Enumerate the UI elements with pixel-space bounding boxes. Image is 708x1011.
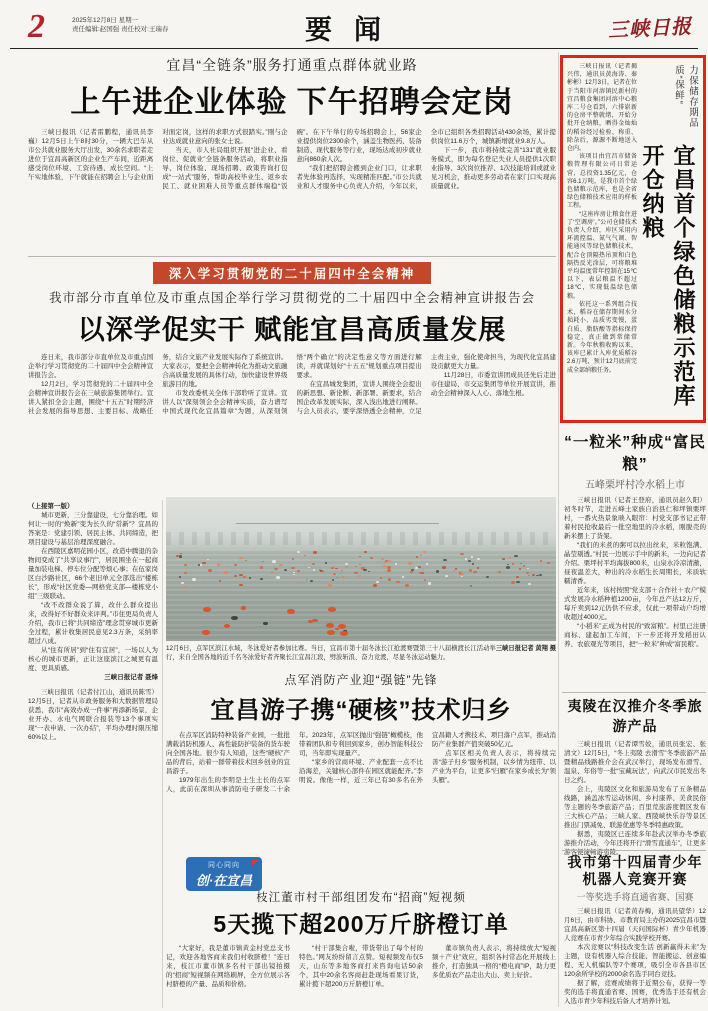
article-employment-body: 三峡日报讯（记者雷鹏程，通讯员李巍）12月5日上午8时30分，一辆大巴车从市公共就业服务大厅出发，30余名求职者走进位于宜昌高新区的企业生产车间，近距离感受岗位环境、工资待遇、成长空间。“上午实地体验，下午就能在招聘会上与企业面对面定岗，这样的求职方式很踏实。”刚与企业达成就业意向的张女士说。 当天，市人社局组织开展“进企业、看岗位、促就业”全链条服务活动，将职业指导、岗位体验、现场招聘、政策咨询打包成“一站式”服务，帮助高校毕业生、返乡农民工、就业困难人员等重点群体端稳“饭碗”。在下午举行的专场招聘会上，56家企业提供岗位2300余个，涵盖生物医药、装备制造、现代服务等行业，现场达成初步就业意向860余人次。 “我们把招聘会搬到企业门口，让求职者先体验再选择，实现精准匹配。”市公共就业和人才服务中心负责人介绍，今年以来，全市已组织各类招聘活动430余场，累计提供岗位11.6万个，城镇新增就业9.8万人。 下一步，我市将持续完善“131”就业服务模式，即为每名登记失业人员提供1次职业指导、3次岗位推荐、1次技能培训或就业见习机会，推动更多劳动者在家门口实现高质量就业。 <box>28 129 556 190</box>
article-returnee-headline: 宜昌游子携“硬核”技术归乡 <box>210 697 512 724</box>
article-robot-subhead: 一等奖选手将直通省赛、国赛 <box>576 892 694 902</box>
section-title: 要闻 <box>305 15 403 45</box>
page-header <box>10 6 698 46</box>
article-rice-body: 三峡日报讯（记者王登府，通讯员赵久阳）初冬时节，走进五峰土家族自治县仁和坪镇栗坪村，一番火热景象映入眼帘：村党支部书记正带着村民抢收最后一批空地里的冷水稻，刚脱壳的新米摆上了货架。 “我们的米煮的粥可以拉出丝来，米粒饱满、晶莹剔透。”村民一边展示手中的新米，一边向记者介绍。栗坪村平均海拔800米，山泉水冷凉清澈，昼夜温差大，种出的冷水稻生长周期长，米质软糯清香。 近年来，该村按照“党支部＋合作社＋农户”模式发展冷水稻种植1200亩，今年总产达12万斤，每斤卖到12元仍供不应求，仅此一项带动户均增收超过4000元。 “小稻米”正成为村民的“致富粮”。村里已注册商标、建起加工车间，下一步还将开发稻田认养、农旅观光等项目，把“一粒米”种成“富民粮”。 <box>564 497 706 648</box>
article-continuation-body <box>28 502 158 1008</box>
right-separator-2 <box>562 850 706 851</box>
article-plenary <box>28 256 556 515</box>
article-cold-water-rice <box>564 430 706 714</box>
badge-main-text: 创·在宜昌 <box>195 872 253 888</box>
editor-line: 责任编辑:赵国强 责任校对:王瑞春 <box>72 26 169 33</box>
continuation-paragraphs: 城市更新，三分靠建设，七分靠治理。如何让一时的“焕新”变为长久的“常新”？宜昌的答案是：党建引领、居民主体、共同缔造，把项目建设与基层治理深度融合。 在西陵区嘉明花园小区，改造中腾退的杂物间变成了“共享议事厅”，居民围坐在一起商量加装电梯、停车位分配等烦心事；在伍家岗区白沙路社区，66个老旧单元全部选出“楼栋长”，形成“社区党委—网格党支部—楼栋党小组”三级联动。 “改不改群众说了算，改什么群众提出来，改得好不好群众来评判。”市住更局负责人介绍，我市已将“共同缔造”理念贯穿城市更新全过程，累计收集居民意见2.3万条，采纳率超过八成。 从“住有所居”到“住有宜居”，一场以人为核心的城市更新，正让这座滨江之城更有温度、更具质感。 <box>28 512 158 672</box>
chuang-zai-yichang-badge <box>186 857 262 891</box>
article-orange-kicker: 枝江董市村干部组团发布“招商”短视频 <box>256 892 466 904</box>
article-robot-body: 三峡日报讯（记者黄春梅，通讯员望华）12月6日，由市科协、市教育局主办的2025宜昌市暨宜昌高新区第十四届（天问国际杯）青少年机器人竞赛在市青少年综合实践学校开赛。 本次竞赛以“科技改变生活 创新赢得未来”为主题，设有机器人综合技能、智能搬运、创意编程、无人机编队等7个赛项，吸引全市各县市区120余所学校的2000余名选手同台竞技。 据了解，竞赛成绩将于近期公布，获得一等奖的选手将直通省赛、国赛，优秀选手还有机会入选市青少年科技后备人才培养计划。 <box>564 908 706 1005</box>
badge-top-text: 同心同向 <box>208 861 240 869</box>
article-grain-kicker: 力保储存期品质“保鲜” <box>673 65 698 128</box>
article-returnee-body: 在点军区消防特种装备产业园，一批批满载消防机器人、高性能防护装备的货车驶向全国各地。很少有人知道，这些“硬核”产品的背后，站着一群带着技术回乡创业的宜昌游子。 1979年出生的李明是土生土长的点军人，此前在深圳从事消防电子研发二十余年。2023年，点军区抛出“强链”橄榄枝，他带着团队和专利回到家乡，创办智能科技公司，当年即实现量产。 “家乡的营商环境、产业配套一点不比沿海差，关键核心部件在园区就能配齐。”李明说。像他一样，近三年已有30多名在外宜昌籍人才携技术、项目落户点军，推动消防产业集群产值突破50亿元。 点军区相关负责人表示，将持续完善“游子归乡”服务机制，以乡情为纽带、以产业为平台，让更多“归雁”在家乡成长为“领头雁”。 <box>166 732 556 793</box>
article-plenary-body: 连日来，我市部分市直单位及市重点国企举行学习贯彻党的二十届四中全会精神宣讲报告会。 12月2日，学习贯彻党的二十届四中全会精神宣讲报告会在三峡旅游集团举行。宣讲人紧扣全会主题，围绕“十五五”时期经济社会发展的指导思想、主要目标、战略任务，结合文旅产业发展实际作了系统宣讲。大家表示，要把全会精神转化为推动文旅融合高质量发展的具体行动，加快建设世界级旅游目的地。 市发改委机关全体干部聆听了宣讲。宣讲人以“深刻领会全会精神实质，奋力谱写中国式现代化宜昌篇章”为题，从深刻领悟“两个确立”的决定性意义等方面进行解读，并就谋划好“十五五”规划重点项目提出要求。 在宜昌城发集团，宣讲人围绕全会提出的新思想、新论断、新部署、新要求，结合国企改革发展实际，深入浅出地进行阐释。与会人员表示，要学深悟透全会精神，立足主责主业，强化使命担当，为现代化宜昌建设贡献更大力量。 11月28日，市委宣讲团成员还先后走进市住建局、市交运集团等单位开展宣讲，推动全会精神深入人心、落地生根。 <box>28 354 556 415</box>
article-robot-headline: 我市第十四届青少年机器人竞赛开赛 <box>567 854 703 887</box>
article-employment <box>28 55 556 274</box>
continuation-credit: 三峡日报记者 聂烽 <box>104 674 158 681</box>
right-separator-1 <box>562 692 706 693</box>
swimming-race-photo <box>166 497 556 641</box>
article-plenary-headline: 以深学促实干 赋能宜昌高质量发展 <box>77 315 507 345</box>
article-orange-headline: 5天揽下超200万斤脐橙订单 <box>213 911 509 937</box>
page-number: 2 <box>28 8 45 45</box>
article-grain-headline-block <box>637 63 699 415</box>
continued-from-tag: （上接第一版） <box>28 503 74 510</box>
article-plenary-kicker: 我市部分市直单位及市重点国企举行学习贯彻党的二十届四中全会精神宣讲报告会 <box>48 291 535 305</box>
article-employment-kicker: 宜昌“全链条”服务打通重点群体就业路 <box>166 57 418 73</box>
article-employment-headline: 上午进企业体验 下午招聘会定岗 <box>70 86 514 119</box>
article-grain-headline: 宜昌首个绿色储粮示范库开仓纳粮 <box>640 144 696 409</box>
badge-flag-icon <box>252 860 258 866</box>
article-tourism-body: 三峡日报讯（记者谭雪姣，通讯员张宏、张清文）12月5日，“冬上夷陵 去滑雪”冬季旅游产品暨精品线路推介会在武汉举行，现场发布滑雪、温泉、年俗等一批“宝藏玩法”，向武汉市民发出冬日之约。 会上，夷陵区文化和旅游局发布了五条精品线路，涵盖冰雪运动休闲、乡村康养、美食民俗等主题的冬季旅游产品；百里荒旅游度假区发布三大核心产品；三峡人家、西陵峡快乐谷等景区推出门票减免、联游优惠等冬季特惠政策。 据悉，夷陵区已连续多年赴武汉举办冬季旅游推介活动，今年还将开行“滑雪直通车”，让更多游客便捷畅游夷陵。 <box>564 741 706 856</box>
article-robot-competition <box>564 854 706 1011</box>
article-returnee <box>166 671 556 901</box>
column-divider-left <box>162 500 163 1008</box>
article-rice-subhead: 五峰栗坪村冷水稻上市 <box>585 480 685 491</box>
article-tourism-headline: 夷陵在汉推介冬季旅游产品 <box>567 698 703 734</box>
masthead-logo: 三峡日报 <box>607 15 693 43</box>
article-navel-orange <box>166 889 556 1011</box>
left-brief: 三峡日报讯（记者付江山，通讯员陈雪）12月5日，记者从市政务服务和大数据管理局获悉，我市“高效办成一件事”再添新场景，企业开办、水电气网联合报装等13个事项实现“一表申请、一次办结”，平均办理时限压缩60%以上。 <box>28 689 158 741</box>
city-skyline <box>166 532 556 545</box>
photo-caption <box>166 645 556 662</box>
article-returnee-kicker: 点军消防产业迎“强链”先锋 <box>284 673 438 687</box>
header-rule <box>10 48 698 49</box>
article-continuation <box>28 502 158 1008</box>
photo-credit: 三峡日报记者 黄翔 摄 <box>495 645 556 652</box>
article-rice-headline: “一粒米”种成“富民粮” <box>564 434 706 473</box>
article-green-grain-storage <box>560 55 706 423</box>
column-divider-main <box>558 52 559 1007</box>
article-winter-tourism <box>564 696 706 868</box>
article-orange-body: “大家好，我是董市镇黄金村党总支书记，欢迎各地客商来我们村收脐橙！”连日来，枝江市董市镇多名村干部出镜拍摄的“招商”短视频在网络刷屏，全方位展示各村脐橙的产量、品质和价格。 “村干部集合啦，带货带出了每个村的特色。”网友纷纷留言点赞。短视频发布仅5天，山东等多地客商打来咨询电话50余个，其中20余名客商赶赴现场看果订货，累计揽下超200万斤脐橙订单。 董市镇负责人表示，将持续放大“短视频＋产业”效应，组织各村常态化开展线上推介，打造独具一格的“橙电商”IP，助力更多优质农产品走出大山、卖上好价。 <box>166 945 556 988</box>
date-line: 2025年12月8日 星期一 <box>72 17 139 24</box>
bridge-silhouette <box>236 523 439 524</box>
plenary-banner: 深入学习贯彻党的二十届四中全会精神 <box>153 262 432 284</box>
photo-caption-text: 12月6日，点军区滨江水域，冬泳爱好者参加比赛。当日，宜昌市第十届冬泳长江抢渡赛暨第三十八届横渡长江活动举行，来自全国各地的近千名冬泳爱好者齐聚长江宜昌江段，劈波斩浪、奋力竞渡，尽显冬泳运动魅力。 <box>166 645 496 661</box>
article-grain-body: 三峡日报讯（记者揭兴伟，通讯员黄海涛、秦彬彬）12月3日，记者在位于当阳市河溶镇民新村的宜昌粮食集团河溶中心粮库二号仓看到，六排崭新的仓房平整就绪，开始分批开仓纳粮，晒得金灿灿的稻谷经过检验、称重、除杂后，源源不断地送入仓内。 该项目由宜昌市储备粮管理有限公司日常运营，总投资1.35亿元，仓容6.1万吨，是我市首个绿色储粮示范库，也是全省绿色储粮技术应用的样板工程。 “这座库房让粮食住进了‘空调房’。”公司仓储技术负责人介绍，库区采用内环流控温、氮气气调、智能通风等绿色储粮技术，配合仓顶隔热吊顶和白色隔热反光涂层，可将粮堆平均温度常年控制在15℃以下，表层粮温不超过18℃，实现低温绿色储粮。 依托这一系列组合技术，稻谷在储存期间水分损耗小、品质劣变慢，蛋白质、脂肪酸等指标保持稳定，真正做到常储常新。今年秋粮收购以来，该库已累计入库优质稻谷2.6万吨，预计12月底前完成全部纳粮任务。 <box>567 64 637 374</box>
header-meta <box>72 16 168 34</box>
